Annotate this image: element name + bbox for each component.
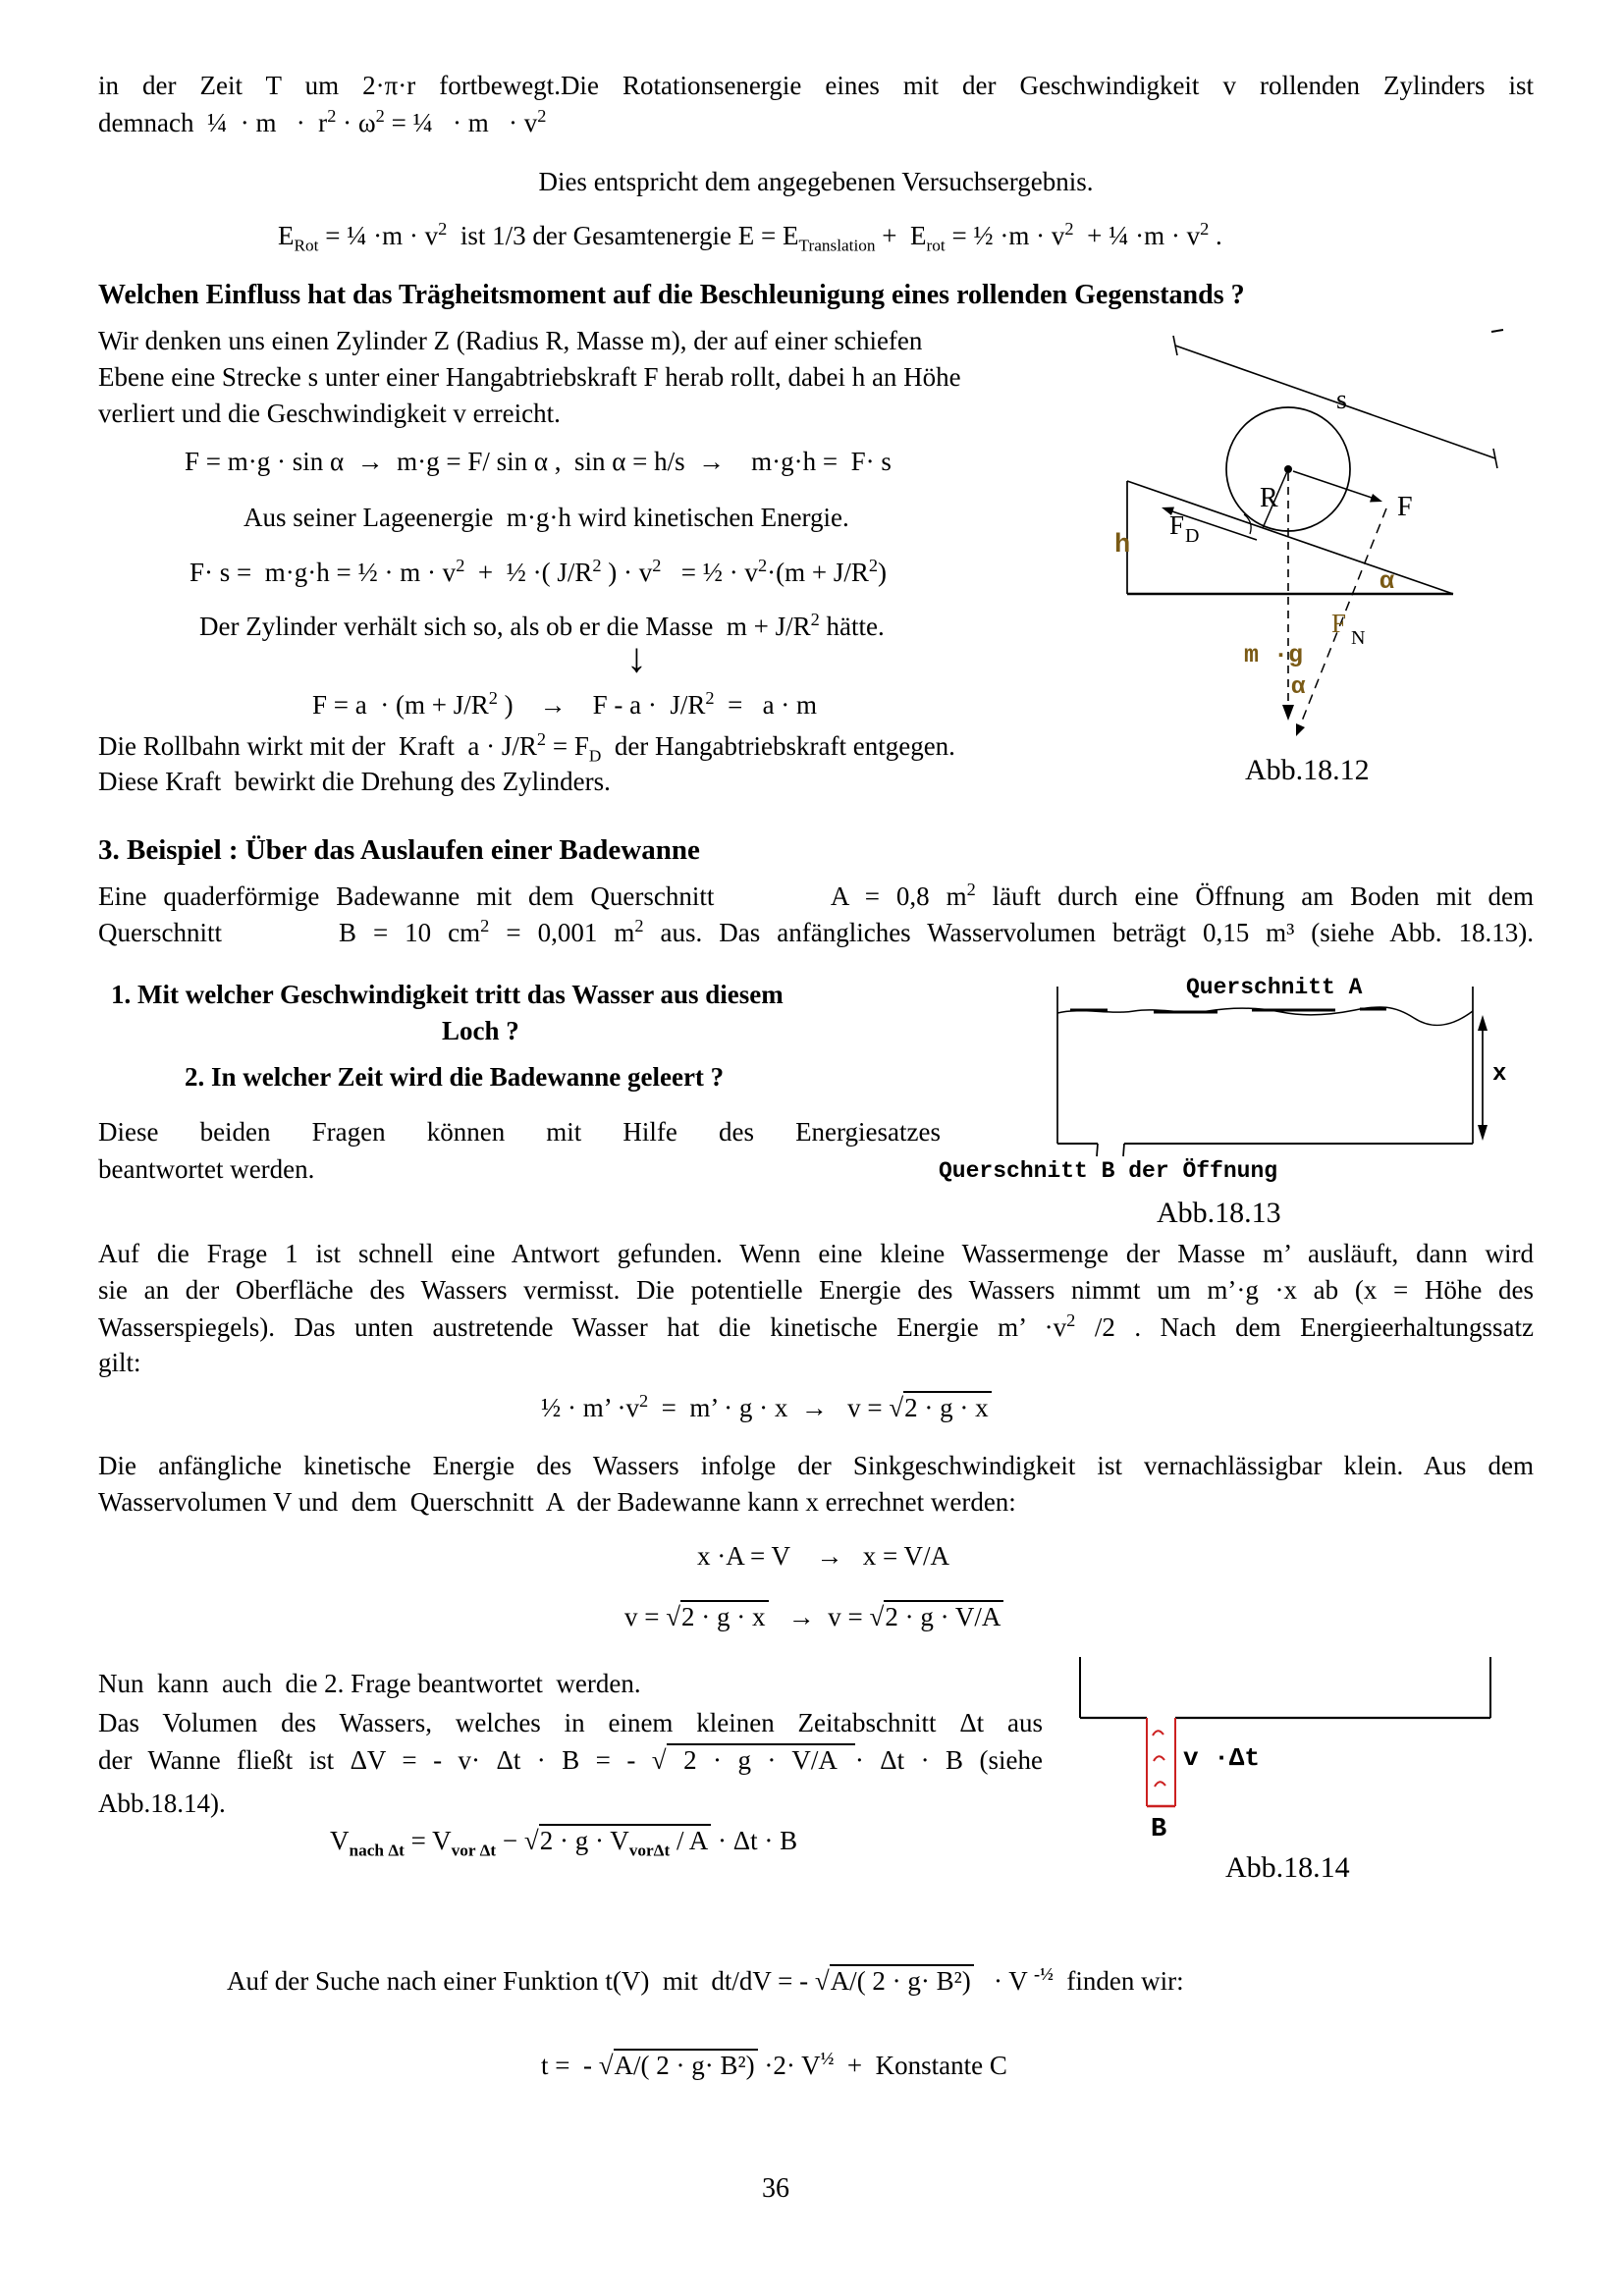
paragraph-rollbahn-line1: Die Rollbahn wirkt mit der Kraft $a \cdot J/R^2 = F_D$ der Hangabtriebskraft entgegen. [98,729,955,766]
label-weight-mg: m ·g [1244,641,1304,669]
label-radius: R [1260,483,1278,513]
opening-tick-right [1123,1144,1124,1156]
paragraph-fragen-line2: beantwortet werden. [98,1154,315,1184]
paragraph-intro-line1: in der Zeit T um 2·π·r fortbewegt.Die Rotationsenergie eines mit der Geschwindigkeit v rollenden Zylinders ist [98,71,1534,100]
statement-versuchsergebnis: Dies entspricht dem angegebenen Versuchsergebnis. [538,167,1094,196]
paragraph-frage2-line1: Nun kann auch die 2. Frage beantwortet werden. [98,1669,641,1698]
paragraph-zylinder-line1: Wir denken uns einen Zylinder Z (Radius R, Masse m), der auf einer schiefen [98,326,923,355]
formula-x-va: x ·A = V → x = V/A [697,1541,949,1571]
paragraph-rollbahn-line2: Diese Kraft bewirkt die Drehung des Zylinders. [98,767,611,796]
paragraph-frage2-line3: der Wanne fließt ist ΔV = - v· Δt · B = - √ 2 · g · V/A · Δt · B (siehe [98,1745,1043,1775]
formula-energiesatz: ½ · m’ $\cdot v^2 = m$’ · g · x → v = √2 · g · x [541,1390,992,1425]
heading-traegheitsmoment: Welchen Einfluss hat das Trägheitsmoment auf die Beschleunigung eines rollenden Gegenstands ? [98,280,1245,310]
paragraph-frage2-line4: Abb.18.14). [98,1789,226,1818]
formula-v-sqrt: v = √2 · g · x → v = √2 · g · V/A [624,1600,1003,1634]
formula-energy-split: F· s = m·g·h = ½ · $m \cdot v^2$ + ½ ·( $J/R^2$ ) · $v^2$ = ½ · $v^2\cdot(m + J/R^2)$ [189,556,888,587]
label-alpha-bottom: α [1291,674,1306,701]
label-alpha-incline: α [1380,567,1395,596]
label-s: s [1336,385,1347,415]
label-normal-fn-sub: N [1351,627,1366,649]
paragraph-zylinder-line3: verliert und die Geschwindigkeit v erreicht. [98,399,561,428]
weight-mg-arrowhead [1282,705,1294,721]
label-querschnitt-b: Querschnitt B der Öffnung [939,1158,1278,1184]
figure-outlet-diagram [1060,1639,1532,1895]
formula-volumen-iteration: $V_{nach \Delta t} = V_{vor \Delta t} - √2 \cdot g \cdot V_{vor\Delta t} / A \cdot \Delta t \cdot B$ [330,1826,798,1860]
caption-abb-18-13: Abb.18.13 [1157,1197,1281,1229]
formula-hangabtriebskraft: F = m·g · sin α → m·g = F/ sin α , sin α = h/s → m·g·h = F· s [185,447,892,476]
down-arrow-symbol: ↓ [626,636,647,681]
opening-tick-left [1097,1144,1098,1156]
label-v-dt: v ·Δt [1183,1743,1261,1773]
heading-beispiel-badewanne: 3. Beispiel : Über das Auslaufen einer Badewanne [98,834,700,866]
paragraph-kinetisch-line2: Wasservolumen V und dem Querschnitt A der Badewanne kann x errechnet werden: [98,1487,1016,1517]
paragraph-intro-line2: demnach ¼ · $m \cdot r^2 \cdot \omega^2$ = ¼ · $m \cdot v^2$ [98,106,547,137]
caption-abb-18-12: Abb.18.12 [1245,754,1370,786]
force-f-arrowhead [1370,494,1382,503]
caption-abb-18-14: Abb.18.14 [1225,1851,1350,1884]
label-force-fd: F [1169,510,1185,540]
force-f-line [1293,471,1375,499]
x-arrow-up [1478,1015,1488,1031]
paragraph-fragen-line1: Diese beiden Fragen können mit Hilfe des Energiesatzes [98,1117,941,1147]
paragraph-funktion-tv: Auf der Suche nach einer Funktion t(V) mit dt/dV = - √A/( 2 · g· B²) · V $^{-\frac{1}{2}}$ finden wir: [227,1964,1184,1996]
formula-acceleration: $F = a \cdot (m + J/R^2$ ) → $F - a \cdot J/R^2 = a \cdot m$ [312,688,818,720]
paragraph-zylinder-line2: Ebene eine Strecke s unter einer Hangabtriebskraft F herab rollt, dabei h an Höhe [98,362,961,392]
paragraph-kinetisch-line1: Die anfängliche kinetische Energie des Wassers infolge der Sinkgeschwindigkeit ist vernachlässigbar klein. Aus dem [98,1451,1534,1480]
paragraph-badewanne-line2: Querschnitt B = 10 $cm^2 = 0,001$ $m^2$ aus. Das anfängliches Wasservolumen beträgt 0,15 m³ (siehe Abb. 18.13). [98,916,1534,947]
paragraph-frage1-line2: sie an der Oberfläche des Wassers vermisst. Die potentielle Energie des Wassers nimmt um m’·g ·x ab (x = Höhe des [98,1275,1534,1305]
label-normal-fn: F [1331,609,1347,638]
formula-total-energy: $E_{Rot}$ = ¼ $\cdot m \cdot v^2$ ist 1/3 der Gesamtenergie $E = E_{Translation} + E_{rot}$ = ½ $\cdot m \cdot v^2$ + ¼ $\cdot m \cdot v^2$ . [278,219,1222,255]
question-1-line1: 1. Mit welcher Geschwindigkeit tritt das Wasser aus diesem [111,980,784,1009]
outlet-flow-squiggle3 [1155,1782,1165,1787]
page-number: 36 [762,2173,789,2204]
paragraph-frage1-line1: Auf die Frage 1 ist schnell eine Antwort gefunden. Wenn eine kleine Wassermenge der Masse m’ ausläuft, dann wird [98,1239,1534,1268]
paragraph-frage2-line2: Das Volumen des Wassers, welches in einem kleinen Zeitabschnitt Δt aus [98,1708,1043,1737]
label-b: B [1151,1815,1167,1844]
s-dimension-line [1175,346,1495,458]
paragraph-frage1-line4: gilt: [98,1348,141,1377]
stray-mark [1491,330,1503,332]
label-height-h: h [1114,531,1131,561]
question-2: 2. In welcher Zeit wird die Badewanne geleert ? [185,1062,725,1092]
normal-fn-arrowhead [1296,723,1305,736]
figure-incline-diagram [1075,324,1576,795]
formula-t-von-v: t = - √A/( $2 \cdot g\cdot B^2) \cdot 2\cdot V^{\frac{1}{2}}$ + Konstante C [541,2049,1007,2080]
label-x: x [1492,1061,1507,1088]
label-force-f: F [1397,492,1413,522]
statement-lageenergie: Aus seiner Lageenergie m·g·h wird kinetischen Energie. [243,503,849,532]
label-querschnitt-a: Querschnitt A [1186,975,1363,1000]
paragraph-frage1-line3: Wasserspiegels). Das unten austretende Wasser hat die kinetische Energie m’ $\cdot v^2$ /2 . Nach dem Energieerhaltungssatz [98,1310,1534,1342]
question-1-line2: Loch ? [442,1016,519,1045]
outlet-flow-squiggle1 [1153,1731,1163,1735]
label-force-fd-sub: D [1185,525,1200,547]
figure-bathtub-diagram [923,962,1532,1247]
paragraph-badewanne-line1: Eine quaderförmige Badewanne mit dem Querschnitt A = 0,8 $m^2$ läuft durch eine Öffnung am Boden mit dem [98,880,1534,911]
x-arrow-down [1478,1125,1488,1141]
statement-effective-mass: Der Zylinder verhält sich so, als ob er die Masse $m + J/R^2$ hätte. [199,610,885,641]
outlet-flow-squiggle2 [1154,1756,1164,1761]
